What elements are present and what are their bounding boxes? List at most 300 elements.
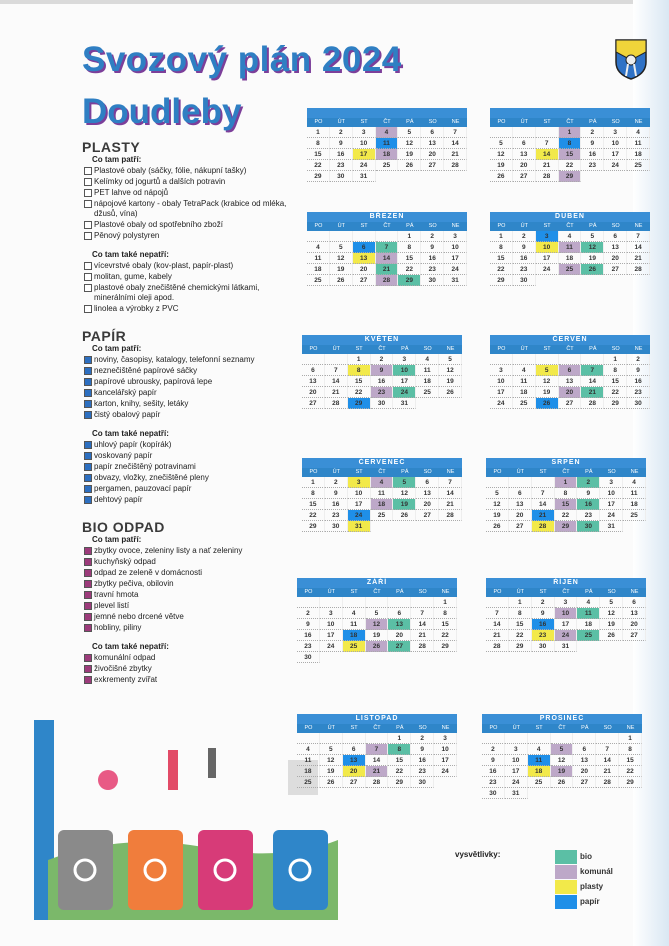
list-item: voskovaný papír (82, 451, 292, 461)
day-cell: 9 (581, 138, 604, 149)
weekday-label: ST (543, 223, 551, 229)
list-item: uhlový papír (kopírák) (82, 440, 292, 450)
day-cell: 4 (559, 231, 582, 242)
list-item: odpad ze zeleně v domácnosti (82, 568, 292, 578)
day-cell: 13 (623, 608, 646, 619)
day-cell: 2 (297, 608, 320, 619)
weekday-label: ÚT (327, 589, 335, 595)
day-cell: 15 (559, 149, 582, 160)
day-grid (486, 477, 646, 532)
day-cell: 24 (434, 766, 457, 777)
month-9 (297, 578, 457, 663)
day-cell: 25 (577, 630, 600, 641)
empty-cell (343, 733, 366, 744)
list-item: Plastové obaly od spotřebního zboží (82, 220, 292, 230)
day-cell: 14 (325, 376, 348, 387)
weekday-label: SO (611, 223, 620, 229)
day-cell: 20 (604, 253, 627, 264)
weekday-label: SO (611, 346, 620, 352)
day-cell: 30 (532, 641, 555, 652)
papir-nepatri-list (82, 440, 292, 505)
day-cell: 14 (486, 619, 509, 630)
day-cell: 5 (600, 597, 623, 608)
day-grid (490, 127, 650, 182)
weekday-label: SO (611, 119, 620, 125)
day-cell: 18 (559, 253, 582, 264)
weekday-label: NE (634, 223, 643, 229)
day-cell: 31 (393, 398, 416, 409)
weekday-label: PO (493, 469, 502, 475)
day-cell: 28 (439, 510, 462, 521)
day-cell: 6 (416, 477, 439, 488)
plasty-nepatri-list (82, 261, 292, 314)
day-cell: 25 (513, 398, 536, 409)
list-item: plevel listí (82, 601, 292, 611)
day-cell: 29 (348, 398, 371, 409)
day-grid (486, 597, 646, 652)
list-item: Pěnový polystyren (82, 231, 292, 241)
day-cell: 5 (439, 354, 462, 365)
weekday-label: NE (446, 346, 455, 352)
weekday-row (486, 588, 646, 597)
month-12 (482, 714, 642, 799)
day-cell: 16 (371, 376, 394, 387)
day-cell: 1 (509, 597, 532, 608)
list-item: vícevrstvé obaly (kov-plast, papír-plast) (82, 261, 292, 271)
weekday-label: NE (626, 725, 635, 731)
empty-cell (581, 354, 604, 365)
empty-cell (330, 231, 353, 242)
plasty-patri-heading: Co tam patří: (92, 155, 142, 164)
legend-swatch (555, 850, 577, 864)
day-cell: 6 (421, 127, 444, 138)
day-cell: 22 (619, 766, 642, 777)
day-cell: 26 (536, 398, 559, 409)
weekday-label: ST (539, 589, 547, 595)
weekday-row (486, 468, 646, 477)
day-grid (307, 127, 467, 182)
day-cell: 20 (573, 766, 596, 777)
page-title: Svozový plán 2024 (82, 40, 402, 79)
bins-illustration (48, 740, 338, 920)
day-cell: 6 (509, 488, 532, 499)
day-cell: 11 (297, 755, 320, 766)
day-cell: 31 (600, 521, 623, 532)
day-grid (307, 231, 467, 286)
weekday-label: PO (304, 725, 313, 731)
weekday-label: NE (634, 119, 643, 125)
empty-cell (490, 127, 513, 138)
day-cell: 9 (411, 744, 434, 755)
day-cell: 4 (577, 597, 600, 608)
empty-cell (490, 354, 513, 365)
day-cell: 10 (600, 488, 623, 499)
day-cell: 7 (366, 744, 389, 755)
day-cell: 26 (439, 387, 462, 398)
day-cell: 10 (555, 608, 578, 619)
weekday-row (297, 724, 457, 733)
day-cell: 6 (513, 138, 536, 149)
day-cell: 16 (581, 149, 604, 160)
day-cell: 29 (307, 171, 330, 182)
day-cell: 20 (388, 630, 411, 641)
weekday-label: ČT (373, 589, 381, 595)
day-cell: 4 (627, 127, 650, 138)
day-cell: 12 (600, 608, 623, 619)
weekday-label: SO (423, 346, 432, 352)
day-cell: 12 (581, 242, 604, 253)
empty-cell (376, 231, 399, 242)
day-cell: 16 (513, 253, 536, 264)
day-cell: 10 (604, 138, 627, 149)
day-cell: 1 (555, 477, 578, 488)
legend-label: bio (580, 852, 592, 862)
day-cell: 21 (325, 387, 348, 398)
day-cell: 23 (513, 264, 536, 275)
day-cell: 28 (444, 160, 467, 171)
day-cell: 9 (371, 365, 394, 376)
day-cell: 17 (490, 387, 513, 398)
weekday-label: PO (493, 589, 502, 595)
list-item: hobliny, piliny (82, 623, 292, 633)
day-cell: 19 (398, 149, 421, 160)
day-cell: 12 (486, 499, 509, 510)
weekday-label: NE (441, 725, 450, 731)
day-cell: 26 (393, 510, 416, 521)
day-cell: 20 (302, 387, 325, 398)
day-cell: 20 (623, 619, 646, 630)
weekday-label: ÚT (327, 725, 335, 731)
day-cell: 11 (577, 608, 600, 619)
day-cell: 19 (551, 766, 574, 777)
legend-item (555, 850, 625, 864)
empty-cell (536, 354, 559, 365)
day-cell: 11 (627, 138, 650, 149)
day-cell: 5 (398, 127, 421, 138)
papir-nepatri-heading: Co tam také nepatří: (92, 429, 169, 438)
day-cell: 10 (490, 376, 513, 387)
day-cell: 20 (509, 510, 532, 521)
day-cell: 24 (555, 630, 578, 641)
month-name (307, 108, 467, 118)
month-4 (490, 212, 650, 286)
list-item: zbytky ovoce, zeleniny listy a nať zeleniny (82, 546, 292, 556)
day-cell: 19 (393, 499, 416, 510)
list-item: obvazy, vložky, znečištěné pleny (82, 473, 292, 483)
day-cell: 18 (376, 149, 399, 160)
list-item: živočišné zbytky (82, 664, 292, 674)
legend-swatch (555, 865, 577, 879)
day-cell: 8 (302, 488, 325, 499)
weekday-label: ÚT (520, 223, 528, 229)
day-cell: 15 (388, 755, 411, 766)
day-cell: 23 (532, 630, 555, 641)
day-cell: 22 (398, 264, 421, 275)
day-cell: 25 (376, 160, 399, 171)
day-cell: 5 (320, 744, 343, 755)
weekday-label: PÁ (585, 589, 593, 595)
list-item: Plastové obaly (sáčky, fólie, nákupní tašky) (82, 166, 292, 176)
weekday-label: NE (630, 589, 639, 595)
day-cell: 13 (509, 499, 532, 510)
day-cell: 4 (376, 127, 399, 138)
day-cell: 1 (348, 354, 371, 365)
day-cell: 16 (532, 619, 555, 630)
day-cell: 7 (325, 365, 348, 376)
day-cell: 21 (532, 510, 555, 521)
weekday-label: ÚT (520, 346, 528, 352)
day-cell: 4 (528, 744, 551, 755)
day-cell: 8 (348, 365, 371, 376)
day-cell: 29 (302, 521, 325, 532)
day-cell: 21 (581, 387, 604, 398)
day-cell: 21 (444, 149, 467, 160)
day-cell: 18 (297, 766, 320, 777)
weekday-label: PÁ (589, 223, 597, 229)
day-cell: 8 (388, 744, 411, 755)
day-cell: 1 (388, 733, 411, 744)
day-cell: 16 (325, 499, 348, 510)
bio-nepatri-heading: Co tam také nepatří: (92, 642, 169, 651)
day-cell: 14 (376, 253, 399, 264)
day-cell: 28 (627, 264, 650, 275)
weekday-label: PÁ (581, 725, 589, 731)
month-name: BŘEZEN (307, 212, 467, 222)
weekday-label: PÁ (585, 469, 593, 475)
day-cell: 25 (297, 777, 320, 788)
day-cell: 21 (627, 253, 650, 264)
day-cell: 20 (421, 149, 444, 160)
list-item: exkrementy zvířat (82, 675, 292, 685)
day-cell: 9 (577, 488, 600, 499)
day-cell: 12 (366, 619, 389, 630)
day-cell: 2 (325, 477, 348, 488)
day-cell: 3 (600, 477, 623, 488)
day-cell: 24 (600, 510, 623, 521)
day-cell: 16 (411, 755, 434, 766)
day-cell: 31 (555, 641, 578, 652)
weekday-label: ÚT (332, 346, 340, 352)
day-cell: 7 (439, 477, 462, 488)
day-cell: 2 (482, 744, 505, 755)
day-cell: 10 (348, 488, 371, 499)
day-cell: 16 (297, 630, 320, 641)
empty-cell (513, 127, 536, 138)
day-cell: 5 (551, 744, 574, 755)
day-cell: 28 (366, 777, 389, 788)
day-grid (302, 354, 462, 409)
day-cell: 30 (482, 788, 505, 799)
day-cell: 27 (343, 777, 366, 788)
list-item: neznečištěné papírové sáčky (82, 366, 292, 376)
day-cell: 26 (600, 630, 623, 641)
day-cell: 6 (573, 744, 596, 755)
day-cell: 17 (353, 149, 376, 160)
day-cell: 19 (439, 376, 462, 387)
day-cell: 11 (343, 619, 366, 630)
day-cell: 8 (555, 488, 578, 499)
empty-cell (366, 597, 389, 608)
list-item: komunální odpad (82, 653, 292, 663)
day-grid (302, 477, 462, 532)
day-cell: 1 (302, 477, 325, 488)
day-cell: 13 (416, 488, 439, 499)
month-name: DUBEN (490, 212, 650, 222)
day-cell: 27 (353, 275, 376, 286)
day-cell: 7 (486, 608, 509, 619)
day-cell: 18 (627, 149, 650, 160)
day-cell: 21 (439, 499, 462, 510)
weekday-label: PO (497, 223, 506, 229)
day-cell: 12 (536, 376, 559, 387)
day-cell: 1 (434, 597, 457, 608)
day-cell: 17 (505, 766, 528, 777)
day-cell: 25 (307, 275, 330, 286)
day-cell: 20 (513, 160, 536, 171)
weekday-row (302, 468, 462, 477)
day-cell: 21 (376, 264, 399, 275)
list-item: linolea a výrobky z PVC (82, 304, 292, 314)
day-cell: 6 (623, 597, 646, 608)
day-cell: 14 (536, 149, 559, 160)
weekday-label: PÁ (406, 223, 414, 229)
empty-cell (486, 597, 509, 608)
day-cell: 28 (581, 398, 604, 409)
day-cell: 17 (555, 619, 578, 630)
empty-cell (297, 597, 320, 608)
day-cell: 19 (320, 766, 343, 777)
weekday-label: PO (314, 119, 323, 125)
day-cell: 22 (604, 387, 627, 398)
list-item: dehtový papír (82, 495, 292, 505)
day-cell: 13 (559, 376, 582, 387)
day-cell: 7 (596, 744, 619, 755)
day-cell: 17 (434, 755, 457, 766)
day-cell: 25 (627, 160, 650, 171)
day-cell: 26 (551, 777, 574, 788)
day-cell: 5 (536, 365, 559, 376)
month-5 (302, 335, 462, 409)
day-cell: 7 (532, 488, 555, 499)
day-cell: 20 (353, 264, 376, 275)
empty-cell (532, 477, 555, 488)
day-cell: 28 (325, 398, 348, 409)
day-cell: 13 (604, 242, 627, 253)
month-11 (297, 714, 457, 788)
empty-cell (551, 733, 574, 744)
day-cell: 31 (348, 521, 371, 532)
day-cell: 4 (343, 608, 366, 619)
day-cell: 25 (416, 387, 439, 398)
day-cell: 27 (513, 171, 536, 182)
legend-item (555, 880, 625, 894)
day-cell: 31 (444, 275, 467, 286)
weekday-label: ČT (373, 725, 381, 731)
day-cell: 11 (623, 488, 646, 499)
day-cell: 19 (581, 253, 604, 264)
empty-cell (297, 733, 320, 744)
day-cell: 29 (604, 398, 627, 409)
day-cell: 27 (388, 641, 411, 652)
day-cell: 11 (513, 376, 536, 387)
weekday-label: ST (543, 346, 551, 352)
day-cell: 3 (505, 744, 528, 755)
day-cell: 6 (604, 231, 627, 242)
empty-cell (353, 231, 376, 242)
weekday-label: ČT (558, 725, 566, 731)
day-cell: 8 (490, 242, 513, 253)
month-name: ČERVENEC (302, 458, 462, 468)
day-cell: 24 (604, 160, 627, 171)
day-cell: 1 (307, 127, 330, 138)
day-cell: 30 (627, 398, 650, 409)
day-cell: 19 (330, 264, 353, 275)
month-7 (302, 458, 462, 532)
day-cell: 24 (490, 398, 513, 409)
day-cell: 11 (528, 755, 551, 766)
day-cell: 17 (444, 253, 467, 264)
day-cell: 28 (596, 777, 619, 788)
day-cell: 28 (532, 521, 555, 532)
day-cell: 14 (627, 242, 650, 253)
day-grid (490, 231, 650, 286)
day-cell: 5 (393, 477, 416, 488)
day-cell: 28 (411, 641, 434, 652)
day-cell: 20 (559, 387, 582, 398)
weekday-label: ST (360, 223, 368, 229)
day-cell: 20 (343, 766, 366, 777)
day-cell: 13 (353, 253, 376, 264)
weekday-label: SO (418, 725, 427, 731)
day-cell: 31 (353, 171, 376, 182)
day-cell: 14 (366, 755, 389, 766)
day-cell: 15 (604, 376, 627, 387)
day-cell: 3 (536, 231, 559, 242)
day-cell: 19 (536, 387, 559, 398)
weekday-label: ČT (378, 469, 386, 475)
legend-title: vysvětlivky: (455, 850, 501, 859)
legend-swatch (555, 895, 577, 909)
day-cell: 23 (330, 160, 353, 171)
day-cell: 14 (439, 488, 462, 499)
empty-cell (573, 733, 596, 744)
weekday-label: PÁ (396, 589, 404, 595)
list-item: molitan, gume, kabely (82, 272, 292, 282)
day-cell: 18 (623, 499, 646, 510)
legend-item (555, 895, 625, 909)
month-name: KVĚTEN (302, 335, 462, 345)
day-cell: 5 (366, 608, 389, 619)
legend-label: komunál (580, 867, 613, 877)
list-item: Kelímky od jogurtů a dalších potravin (82, 177, 292, 187)
day-cell: 16 (421, 253, 444, 264)
weekday-label: ČT (566, 223, 574, 229)
weekday-label: ÚT (512, 725, 520, 731)
weekday-label: ČT (383, 223, 391, 229)
day-cell: 10 (505, 755, 528, 766)
left-column (82, 140, 292, 686)
list-item: papírové ubrousky, papírová lepe (82, 377, 292, 387)
day-cell: 19 (490, 160, 513, 171)
weekday-label: ČT (562, 589, 570, 595)
day-cell: 8 (619, 744, 642, 755)
day-cell: 3 (444, 231, 467, 242)
plasty-nepatri-heading: Co tam také nepatří: (92, 250, 169, 259)
day-cell: 10 (393, 365, 416, 376)
day-cell: 17 (320, 630, 343, 641)
weekday-label: PO (497, 119, 506, 125)
day-cell: 27 (416, 510, 439, 521)
